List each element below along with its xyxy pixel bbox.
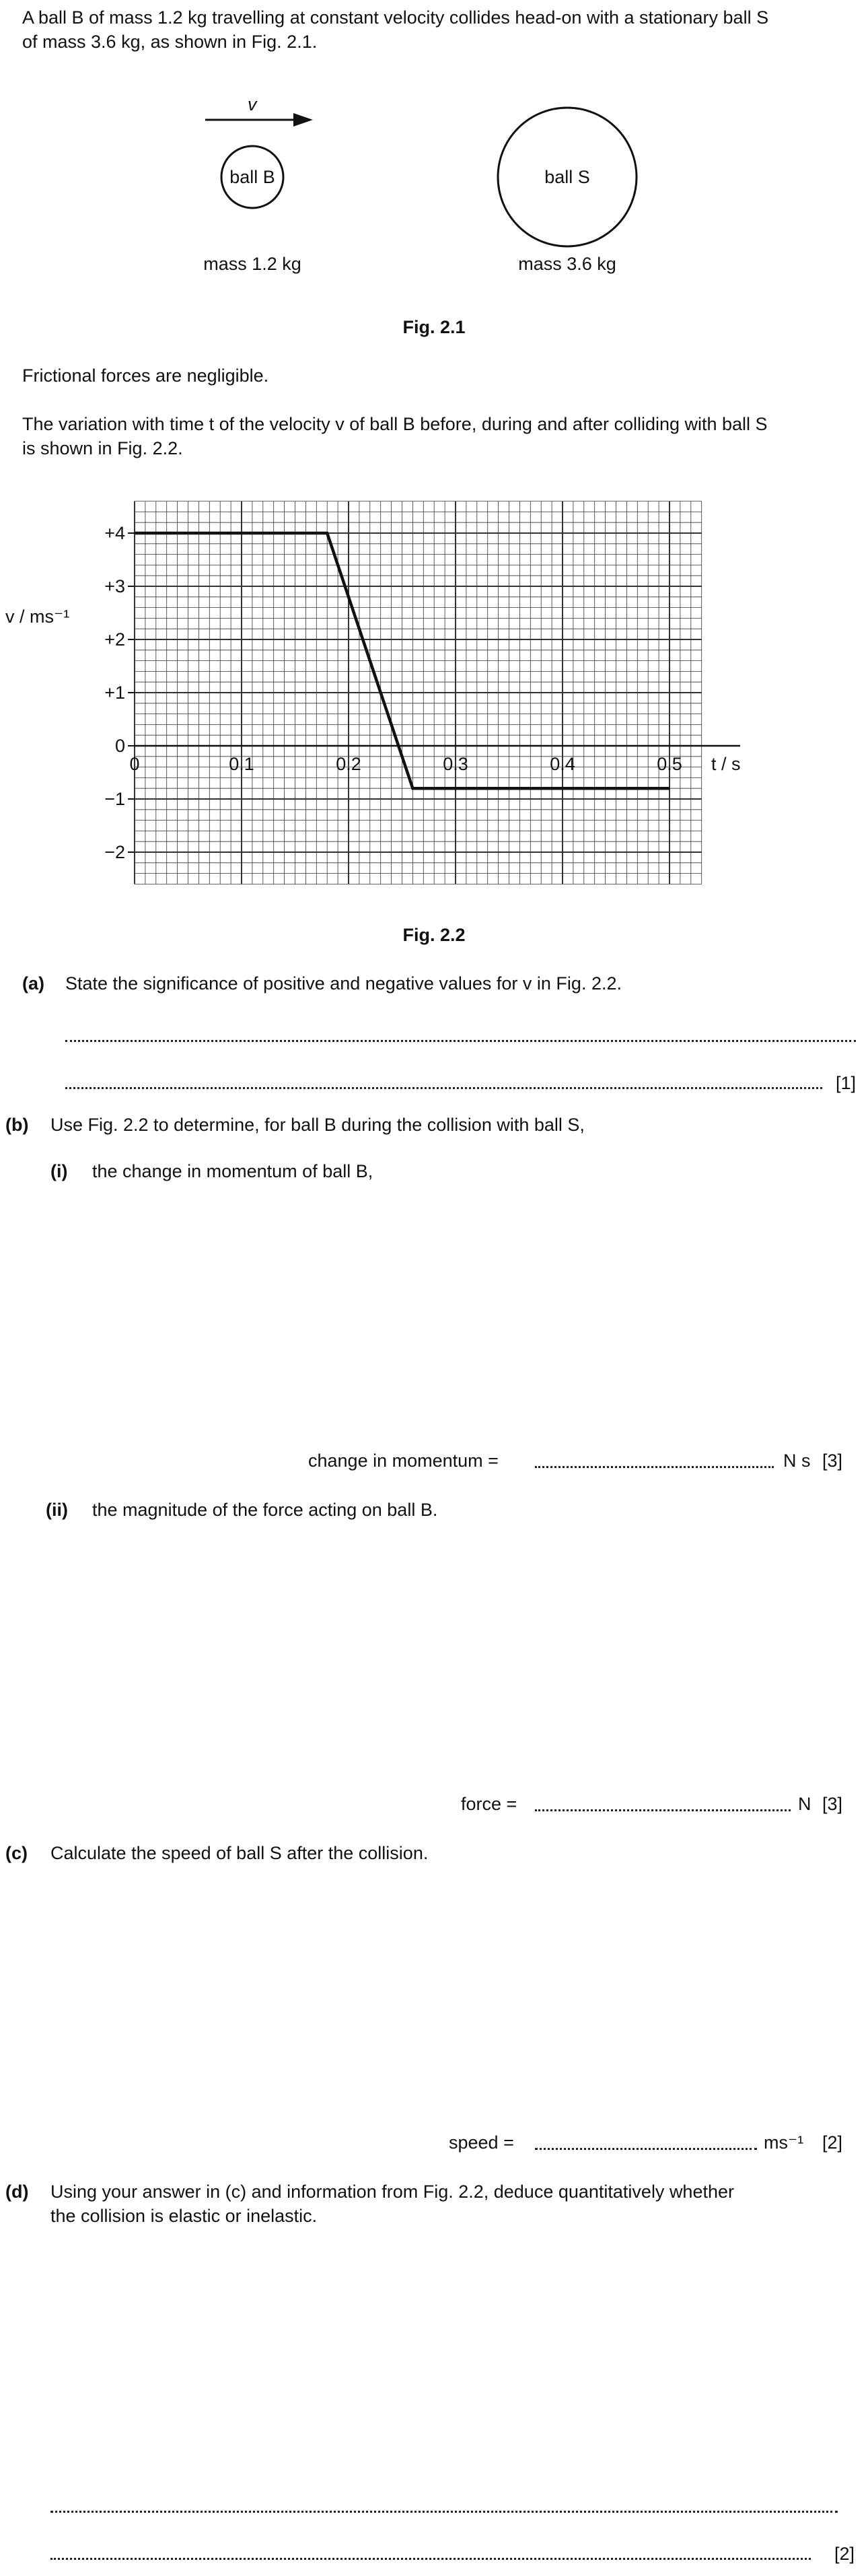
ball-s-label: ball S bbox=[544, 167, 590, 187]
variation-line-1: The variation with time t of the velocity v of ball B before, during and after colliding with ball S bbox=[22, 414, 768, 434]
x-tick-label: 0.2 bbox=[336, 754, 361, 774]
qa-answer-line-1[interactable] bbox=[65, 1040, 856, 1042]
force-answer-label: force = bbox=[461, 1794, 517, 1814]
x-tick-label: 0 bbox=[129, 754, 140, 774]
mass-s-label: mass 3.6 kg bbox=[518, 254, 616, 274]
qd-text-1: Using your answer in (c) and information from Fig. 2.2, deduce quantitatively whether bbox=[50, 2182, 734, 2202]
intro-line-2: of mass 3.6 kg, as shown in Fig. 2.1. bbox=[22, 32, 318, 52]
qb-i-text: the change in momentum of ball B, bbox=[92, 1161, 373, 1181]
speed-unit: ms⁻¹ bbox=[764, 2132, 804, 2153]
y-tick-label: 0 bbox=[114, 736, 125, 756]
speed-marks: [2] bbox=[822, 2132, 843, 2153]
y-tick-label: −1 bbox=[104, 789, 125, 809]
force-unit: N bbox=[798, 1794, 811, 1814]
x-tick-label: 0.4 bbox=[550, 754, 575, 774]
x-tick-label: 0.1 bbox=[229, 754, 254, 774]
y-tick-label: +4 bbox=[104, 523, 125, 543]
qb-ii-text: the magnitude of the force acting on ball B. bbox=[92, 1500, 438, 1520]
qa-text: State the significance of positive and negative values for v in Fig. 2.2. bbox=[65, 973, 622, 994]
momentum-marks: [3] bbox=[822, 1451, 843, 1471]
momentum-unit: N s bbox=[783, 1451, 811, 1471]
ball-b-label: ball B bbox=[229, 167, 275, 187]
x-tick-label: 0.3 bbox=[443, 754, 468, 774]
y-tick-label: +3 bbox=[104, 576, 125, 596]
y-tick-label: +1 bbox=[104, 683, 125, 703]
force-answer-field[interactable] bbox=[535, 1809, 791, 1811]
friction-text: Frictional forces are negligible. bbox=[22, 365, 269, 386]
qa-answer-line-2[interactable] bbox=[65, 1087, 822, 1089]
qb-ii-label: (ii) bbox=[46, 1500, 68, 1520]
speed-answer-label: speed = bbox=[449, 2132, 514, 2153]
y-tick-label: −2 bbox=[104, 842, 125, 862]
qb-i-label: (i) bbox=[50, 1161, 68, 1181]
x-axis-label: t / s bbox=[711, 754, 741, 774]
velocity-time-graph bbox=[0, 0, 868, 915]
intro-line-1: A ball B of mass 1.2 kg travelling at constant velocity collides head-on with a stationary ball S bbox=[22, 7, 769, 28]
qa-label: (a) bbox=[22, 973, 44, 994]
force-marks: [3] bbox=[822, 1794, 843, 1814]
y-axis-label: v / ms⁻¹ bbox=[5, 606, 70, 627]
qb-label: (b) bbox=[5, 1115, 29, 1135]
qd-text-2: the collision is elastic or inelastic. bbox=[50, 2206, 318, 2226]
y-tick-label: +2 bbox=[104, 629, 125, 650]
qa-marks: [1] bbox=[835, 1073, 856, 1093]
momentum-answer-field[interactable] bbox=[535, 1466, 774, 1468]
momentum-answer-label: change in momentum = bbox=[308, 1451, 499, 1471]
speed-answer-field[interactable] bbox=[535, 2148, 757, 2150]
fig-2-1-caption: Fig. 2.1 bbox=[402, 317, 466, 337]
qc-label: (c) bbox=[5, 1843, 28, 1863]
qd-answer-line-2[interactable] bbox=[50, 2558, 811, 2560]
mass-b-label: mass 1.2 kg bbox=[203, 254, 301, 274]
qd-answer-line-1[interactable] bbox=[50, 2511, 838, 2513]
velocity-label: v bbox=[248, 94, 257, 114]
qb-text: Use Fig. 2.2 to determine, for ball B during the collision with ball S, bbox=[50, 1115, 585, 1135]
qd-label: (d) bbox=[5, 2182, 29, 2202]
qd-marks: [2] bbox=[834, 2544, 855, 2564]
x-tick-label: 0.5 bbox=[657, 754, 682, 774]
qc-text: Calculate the speed of ball S after the collision. bbox=[50, 1843, 429, 1863]
variation-line-2: is shown in Fig. 2.2. bbox=[22, 438, 183, 458]
fig-2-2-caption: Fig. 2.2 bbox=[402, 925, 466, 945]
